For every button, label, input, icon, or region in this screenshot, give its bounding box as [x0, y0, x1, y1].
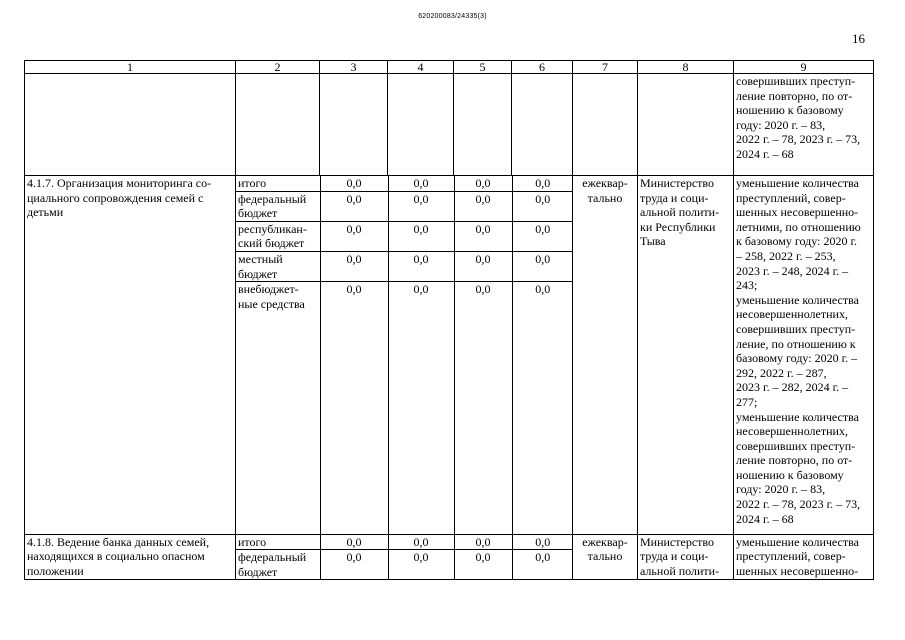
value-cell: 0,0 — [320, 251, 388, 281]
value-cell: 0,0 — [320, 282, 388, 534]
period-cell: ежеквар- тально — [573, 176, 638, 535]
value-cell: 0,0 — [388, 282, 454, 534]
funding-row — [236, 535, 573, 550]
funding-source: местный бюджет — [236, 251, 320, 281]
value-cell: 0,0 — [454, 550, 512, 580]
table-row-4-1-8 — [25, 534, 874, 580]
funding-row — [236, 282, 573, 534]
funding-source: республикан- ский бюджет — [236, 221, 320, 251]
col-header-7: 7 — [573, 61, 638, 74]
col-header-4: 4 — [388, 61, 454, 74]
document-id: 620200083/24335(3) — [418, 13, 487, 20]
funding-source: внебюджет- ные средства — [236, 282, 320, 534]
value-cell: 0,0 — [454, 282, 512, 534]
value-cell: 0,0 — [512, 282, 573, 534]
period-cell: ежеквар- тально — [573, 534, 638, 580]
col-header-6: 6 — [512, 61, 573, 74]
funding-row — [236, 191, 573, 221]
value-cell: 0,0 — [454, 176, 512, 191]
measure-name: 4.1.7. Организация мониторинга со- циального сопровождения семей с детьми — [25, 176, 236, 535]
value-cell: 0,0 — [320, 221, 388, 251]
result-cell: уменьшение количества преступлений, совер- шенных несовершенно- летними, по отношению к базовому году: 2020 г. – 258, 2022 г. – 253, 2023 г. – 248, 2024 г. – 243; уменьшение количества несовершеннолетних, совершивших преступ- ление, по отношению к базовому году: 2020 г. – 292, 2022 г. – 287, 2023 г. – 282, 2024 г. – 277; уменьшение количества несовершеннолетних, совершивших преступ- ление повторно, по от- ношению к базовому году: 2020 г. – 83, 2022 г. – 78, 2023 г. – 73, 2024 г. – 68 — [734, 176, 874, 535]
funding-source: итого — [238, 176, 267, 190]
table-row-4-1-7 — [25, 176, 874, 535]
col-header-9: 9 — [734, 61, 874, 74]
funding-subtable — [236, 176, 573, 534]
funding-source: федеральный бюджет — [236, 550, 320, 580]
value-cell: 0,0 — [388, 191, 454, 221]
value-cell: 0,0 — [512, 221, 573, 251]
continuation-row — [25, 74, 874, 176]
executor-cell: Министерство труда и соци- альной полити- — [638, 534, 734, 580]
value-cell: 0,0 — [388, 221, 454, 251]
col-header-1: 1 — [25, 61, 236, 74]
funding-row — [236, 251, 573, 281]
value-cell: 0,0 — [320, 191, 388, 221]
measure-name: 4.1.8. Ведение банка данных семей, находящихся в социально опасном положении — [25, 534, 236, 580]
continuation-result: совершивших преступ- ление повторно, по от- ношению к базовому году: 2020 г. – 83, 2022 г. – 78, 2023 г. – 73, 2024 г. – 68 — [734, 74, 874, 176]
value-cell: 0,0 — [388, 550, 454, 580]
value-cell: 0,0 — [512, 550, 573, 580]
value-cell: 0,0 — [454, 221, 512, 251]
funding-subtable — [236, 535, 573, 580]
value-cell: 0,0 — [388, 251, 454, 281]
col-header-8: 8 — [638, 61, 734, 74]
value-cell: 0,0 — [512, 176, 573, 191]
value-cell: 0,0 — [388, 176, 454, 191]
funding-source: итого — [238, 534, 267, 549]
funding-row — [236, 221, 573, 251]
funding-row — [236, 176, 573, 191]
col-header-2: 2 — [236, 61, 320, 74]
value-cell: 0,0 — [320, 176, 388, 191]
executor-cell: Министерство труда и соци- альной полити- ки Республики Тыва — [638, 176, 734, 535]
value-cell: 0,0 — [512, 251, 573, 281]
page-number: 16 — [852, 31, 865, 46]
funding-row — [236, 550, 573, 580]
col-header-3: 3 — [320, 61, 388, 74]
funding-source: федеральный бюджет — [236, 191, 320, 221]
value-cell: 0,0 — [454, 251, 512, 281]
value-cell: 0,0 — [512, 535, 573, 550]
value-cell: 0,0 — [512, 191, 573, 221]
result-cell: уменьшение количества преступлений, совер- шенных несовершенно- — [734, 534, 874, 580]
value-cell: 0,0 — [320, 535, 388, 550]
value-cell: 0,0 — [454, 535, 512, 550]
col-header-5: 5 — [454, 61, 512, 74]
value-cell: 0,0 — [454, 191, 512, 221]
column-header-row — [25, 61, 874, 74]
value-cell: 0,0 — [388, 535, 454, 550]
program-table — [24, 60, 874, 580]
value-cell: 0,0 — [320, 550, 388, 580]
